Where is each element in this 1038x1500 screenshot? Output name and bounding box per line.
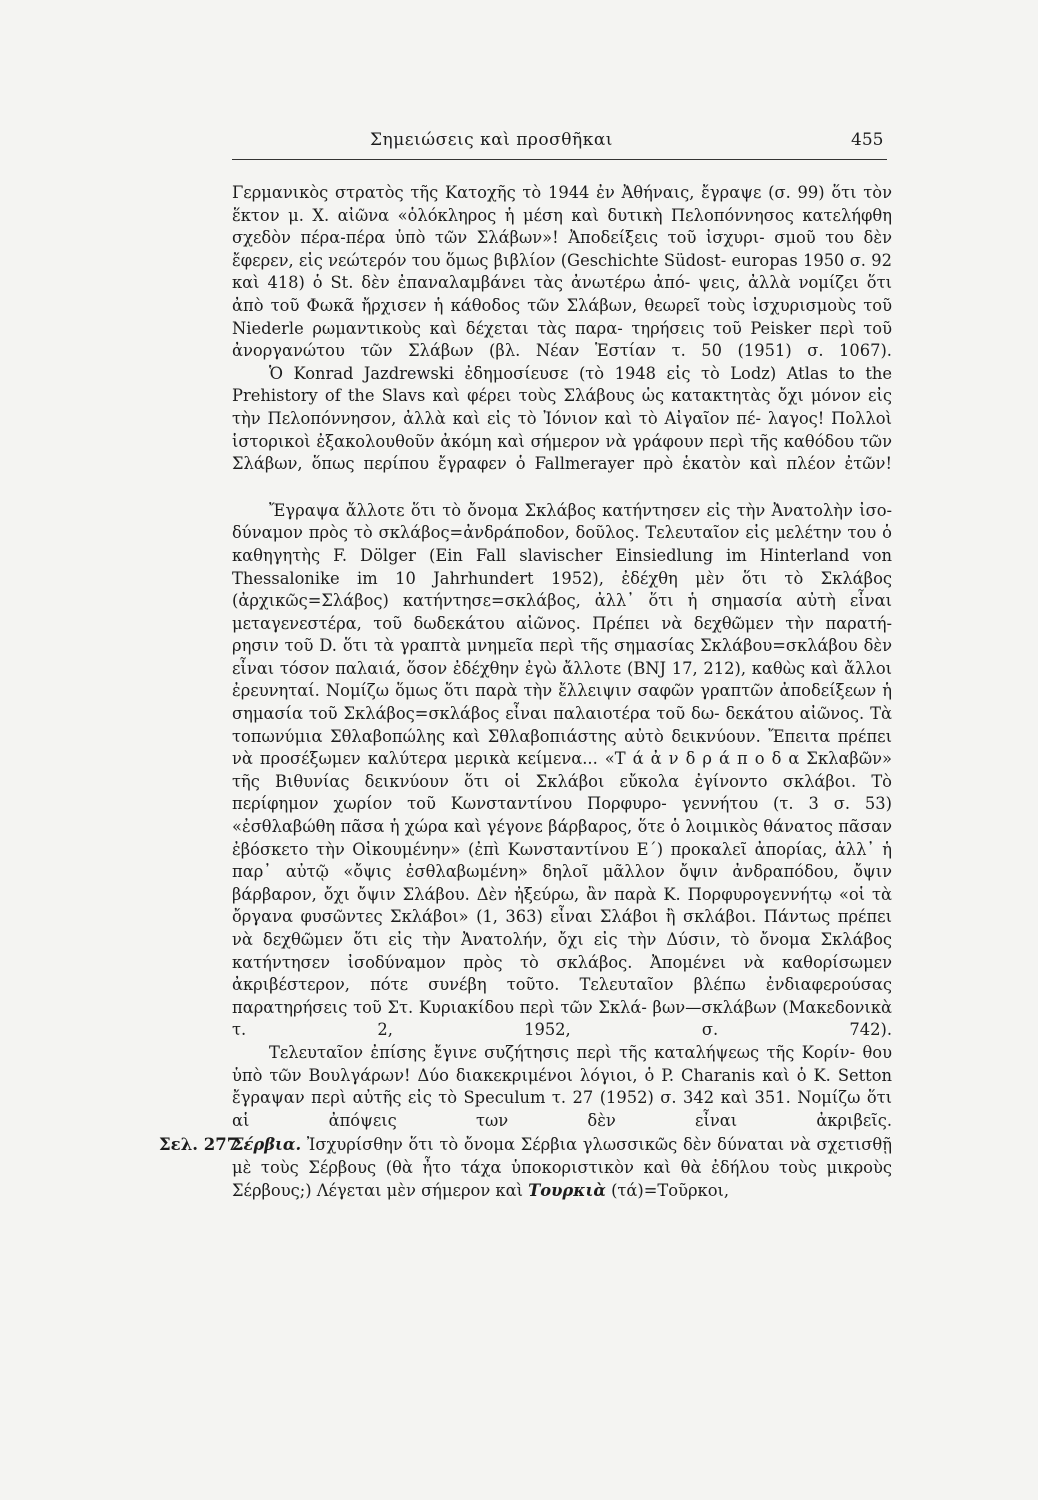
text-line: ψεις, ἀλλὰ νομίζει ὅτι ἀπὸ τοῦ Φωκᾶ ἤρχισεν ἡ κάθοδος τῶν Σλάβων, bbox=[232, 273, 892, 315]
text-line: Γερμανικὸς στρατὸς τῆς Κατοχῆς τὸ 1944 ἐν Ἀθήναις, ἔγραψε (σ. 99) bbox=[232, 183, 825, 202]
text-line: Ὁ Konrad Jazdrewski ἐδημοσίευσε (τὸ 1948 εἰς τὸ Lodz) Atlas bbox=[269, 363, 828, 383]
text-line: ἑκατὸν καὶ πλέον ἐτῶν! bbox=[682, 454, 892, 474]
text-line: δεικνύουν. Ἔπειτα πρέπει νὰ προσέξωμεν καλύτερα μερικὰ κείμενα... «Τ ά bbox=[232, 726, 892, 769]
text-line: βων—σκλάβων (Μακεδονικὰ τ. 2, 1952, σ. 742). bbox=[232, 997, 892, 1040]
text-line: ὁ καθηγητὴς F. Dölger (Ein Fall slavischer Einsiedlung im Hinterland bbox=[232, 523, 892, 565]
text-line: to the Prehistory of the Slavs καὶ φέρει τοὺς Σλάβους ὡς κατακτητὰς bbox=[232, 363, 892, 406]
text-line: βλέπω ἐνδιαφερούσας παρατηρήσεις τοῦ Στ. Κυριακίδου περὶ τῶν Σκλά- bbox=[232, 975, 892, 1017]
text-line: ἀποδείξεων ἡ σημασία τοῦ Σκλάβος=σκλάβος εἶναι παλαιοτέρα τοῦ δω- bbox=[232, 681, 892, 724]
text-line: Σλάβοι ἢ σκλάβοι. Πάντως πρέπει νὰ δεχθῶμεν ὅτι εἰς τὴν Ἀνατολήν, ὄχι bbox=[232, 907, 892, 949]
text-line: κατελήφθη σχεδὸν πέρα-πέρα ὑπὸ τῶν Σλάβων»! Ἀποδείξεις τοῦ ἰσχυρι- bbox=[232, 205, 892, 248]
margin-page-reference: Σελ. 277. bbox=[159, 1135, 244, 1155]
text-line: Κ. Πορφυρογεννήτῳ «οἱ τὰ ὄργανα φυσῶντες Σκλάβοι» (1, 363) εἶναι bbox=[232, 884, 892, 927]
text-line: καὶ 351. Νομίζω ὅτι αἱ ἀπόψεις των δὲν εἶναι ἀκριβεῖς. bbox=[232, 1088, 893, 1130]
text-line: λαγος! Πολλοὶ ἱστορικοὶ ἐξακολουθοῦν ἀκόμη καὶ σήμερον νὰ γράφουν bbox=[232, 408, 892, 451]
text-line: ὅτι τὸν ἕκτον μ. Χ. αἰῶνα «ὁλόκληρος ἡ μέση καὶ δυτικὴ Πελοπόννησος bbox=[232, 183, 893, 225]
paragraph-3 bbox=[232, 500, 892, 1042]
text-line: θου ὑπὸ τῶν Βουλγάρων! Δύο διακεκριμένοι λόγιοι, ὁ P. Charanis καὶ ὁ bbox=[232, 1042, 892, 1085]
text-line: μικροὺς Σέρβους;) Λέγεται μὲν σήμερον καὶ bbox=[232, 1157, 892, 1200]
text-line: Ἑστίαν τ. 50 (1951) σ. 1067). bbox=[594, 341, 892, 361]
text-line: von Thessalonike im 10 Jahrhundert 1952), ἐδέχθη μὲν ὅτι τὸ Σκλάβος bbox=[232, 545, 892, 588]
text-line: περὶ τῆς καθόδου τῶν Σλάβων, ὅπως περίπου ἔγραφεν ὁ Fallmerayer πρὸ bbox=[232, 431, 892, 474]
text-line: θεωρεῖ τοὺς ἰσχυρισμοὺς τοῦ Niederle ρωμαντικοὺς καὶ δέχεται τὰς παρα- bbox=[232, 295, 892, 338]
text-line: Ε΄) προκαλεῖ ἀπορίας, ἀλλ᾽ ἡ παρ᾽ αὐτῷ «ὄψις ἐσθλαβωμένη» δηλοῖ μᾶλλον bbox=[232, 839, 892, 882]
text-line: K. Setton ἔγραψαν περὶ αὐτῆς εἰς τὸ Speculum τ. 27 (1952) σ. 342 bbox=[232, 1065, 892, 1108]
running-title: Σημειώσεις καὶ προσθῆκαι bbox=[370, 130, 613, 150]
text-line: δύναμον πρὸς τὸ σκλάβος=ἀνδράποδον, δοῦλος. Τελευταῖον εἰς μελέτην του bbox=[232, 523, 877, 543]
text-line: ρησιν τοῦ D. ὅτι τὰ γραπτὰ μνημεῖα περὶ τῆς σημασίας Σκλάβου=σκλάβου bbox=[232, 636, 858, 656]
text-line: europas 1950 σ. 92 καὶ 418) ὁ St. δὲν ἐπαναλαμβάνει τὰς ἀνωτέρω ἀπό- bbox=[232, 250, 892, 293]
body-text bbox=[159, 182, 893, 1202]
text-line: ἐγίνοντο σκλάβοι. Τὸ περίφημον χωρίον τοῦ Κωνσταντίνου Πορφυρο- bbox=[232, 771, 892, 814]
header-rule bbox=[232, 159, 887, 160]
text-line: σμοῦ του δὲν ἔφερεν, εἰς νεώτερόν του ὅμως βιβλίον (Geschichte Südost- bbox=[232, 228, 892, 270]
paragraph-2 bbox=[232, 363, 892, 476]
entry-headword: Σέρβια. bbox=[232, 1135, 302, 1155]
text-line: δὲν εἶναι τόσον παλαιά, ὅσον ἐδέχθην ἐγὼ ἄλλοτε (BNJ 17, 212), καθὼς bbox=[232, 636, 892, 678]
text-line: Ἀπομένει νὰ καθορίσωμεν ἀκριβέστερον, πότε συνέβη τοῦτο. Τελευταῖον bbox=[232, 952, 892, 995]
text-line: τηρήσεις τοῦ Peisker περὶ τοῦ ἀνοργανώτου τῶν Σλάβων (βλ. Νέαν bbox=[232, 318, 892, 361]
text-line: εἰς τὴν Δύσιν, τὸ ὄνομα Σκλάβος κατήντησεν ἰσοδύναμον πρὸς τὸ σκλάβος. bbox=[232, 930, 892, 972]
page-number: 455 bbox=[851, 130, 884, 150]
text-line: ὄχι μόνον εἰς τὴν Πελοπόννησον, ἀλλὰ καὶ εἰς τὸ Ἰόνιον καὶ τὸ Αἰγαῖον πέ- bbox=[232, 386, 892, 428]
text-line: Τελευταῖον ἐπίσης ἔγινε συζήτησις περὶ τῆς καταλήψεως τῆς Κορίν- bbox=[269, 1042, 856, 1062]
entry-serbia bbox=[159, 1134, 892, 1202]
text-line: (ἀρχικῶς=Σλάβος) κατήντησε=σκλάβος, ἀλλ᾽ ὅτι ἡ σημασία αὐτὴ εἶναι bbox=[232, 591, 892, 611]
text-line: Ἔγραψα ἄλλοτε ὅτι τὸ ὄνομα Σκλάβος κατήντησεν εἰς τὴν Ἀνατολὴν ἰσο- bbox=[269, 500, 892, 520]
text-line: ὁ λοιμικὸς θάνατος πᾶσαν ἐβόσκετο τὴν Οἰκουμένην» (ἐπὶ Κωνσταντίνου bbox=[232, 817, 892, 859]
paragraph-1 bbox=[232, 182, 892, 363]
paragraph-4 bbox=[232, 1042, 892, 1132]
text-line: γεννήτου (τ. 3 σ. 53) «ἐσθλαβώθη πᾶσα ἡ χώρα καὶ γέγονε βάρβαρος, ὅτε bbox=[232, 794, 892, 837]
text-line: καὶ ἄλλοι ἐρευνηταί. Νομίζω ὅμως ὅτι παρὰ τὴν ἔλλειψιν σαφῶν γραπτῶν bbox=[232, 658, 892, 701]
emphasized-word: Τουρκιὰ bbox=[528, 1180, 606, 1200]
text-line: ἀ ν δ ρ ά π ο δ α Σκλαβῶν» τῆς Βιθυνίας δεικνύουν ὅτι οἱ Σκλάβοι εὔκολα bbox=[232, 749, 892, 791]
text-line: δεκάτου αἰῶνος. Τὰ τοπωνύμια Σθλαβοπώλης καὶ Σθλαβοπιάστης αὐτὸ bbox=[232, 704, 892, 746]
text-line: σχετισθῇ μὲ τοὺς Σέρβους (θὰ ἦτο τάχα ὑποκοριστικὸν καὶ θὰ ἐδήλου τοὺς bbox=[232, 1135, 892, 1177]
text-line: μεταγενεστέρα, τοῦ δωδεκάτου αἰῶνος. Πρέπει νὰ δεχθῶμεν τὴν παρατή- bbox=[232, 613, 892, 633]
text-line: (τά)=Τοῦρκοι, bbox=[611, 1180, 730, 1200]
text-line: ὄψιν ἀνδραπόδου, ὄψιν βάρβαρον, ὄχι ὄψιν Σλάβου. Δὲν ἠξεύρω, ἂν παρὰ bbox=[232, 862, 892, 904]
text-line: Ἰσχυρίσθην ὅτι τὸ ὄνομα Σέρβια γλωσσικῶς δὲν δύναται νὰ bbox=[306, 1135, 811, 1155]
